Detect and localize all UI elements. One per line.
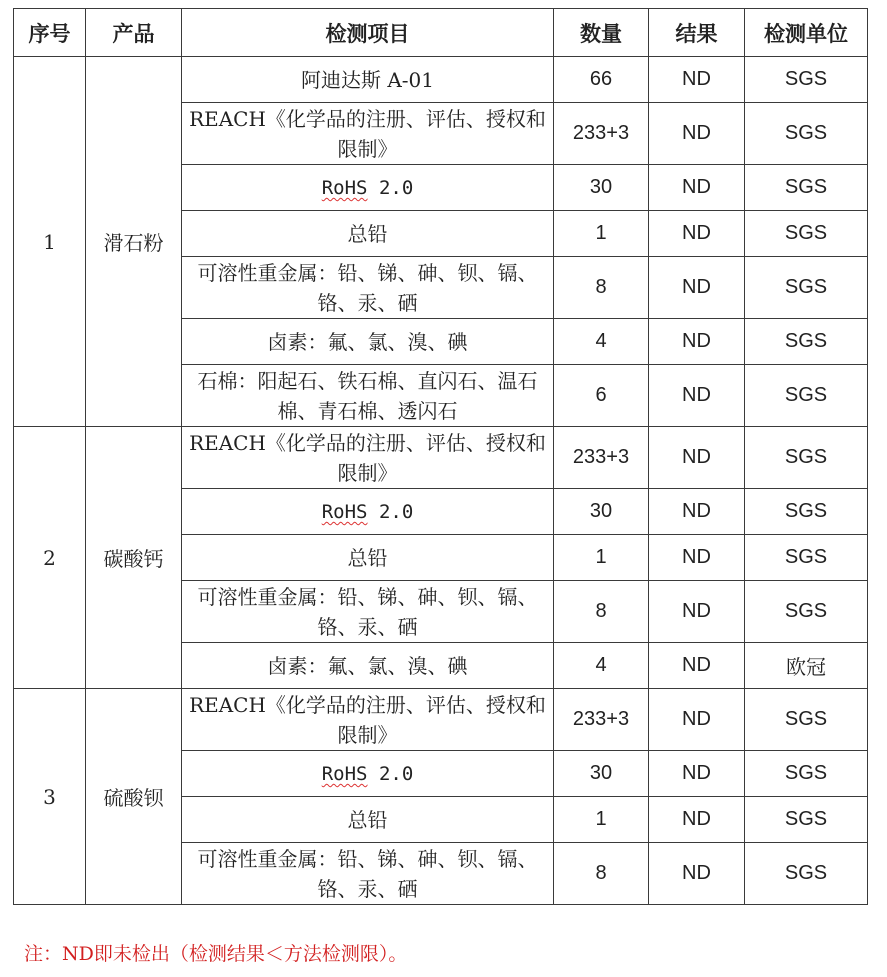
test-lab: SGS — [745, 103, 868, 165]
test-count: 1 — [554, 211, 649, 257]
header-count: 数量 — [554, 9, 649, 57]
test-result: ND — [649, 843, 745, 905]
table-body — [14, 57, 868, 905]
test-lab: SGS — [745, 843, 868, 905]
test-lab: SGS — [745, 689, 868, 751]
test-result: ND — [649, 103, 745, 165]
header-index: 序号 — [14, 9, 86, 57]
product-name: 滑石粉 — [86, 57, 182, 427]
test-lab: SGS — [745, 535, 868, 581]
product-name: 硫酸钡 — [86, 689, 182, 905]
test-count: 8 — [554, 257, 649, 319]
test-lab: SGS — [745, 165, 868, 211]
row-index: 1 — [14, 57, 86, 427]
rohs-label: RoHS 2.0 — [321, 501, 414, 523]
test-report-table — [13, 8, 868, 905]
test-count: 4 — [554, 319, 649, 365]
test-item: REACH《化学品的注册、评估、授权和限制》 — [182, 427, 554, 489]
test-count: 66 — [554, 57, 649, 103]
test-result: ND — [649, 751, 745, 797]
test-result: ND — [649, 165, 745, 211]
test-count: 30 — [554, 489, 649, 535]
test-count: 30 — [554, 165, 649, 211]
test-result: ND — [649, 427, 745, 489]
test-item: 可溶性重金属：铅、锑、砷、钡、镉、铬、汞、硒 — [182, 581, 554, 643]
test-item: REACH《化学品的注册、评估、授权和限制》 — [182, 103, 554, 165]
test-result: ND — [649, 581, 745, 643]
footnote: 注：ND即未检出（检测结果＜方法检测限）。 — [24, 943, 408, 965]
test-count: 1 — [554, 797, 649, 843]
test-result: ND — [649, 57, 745, 103]
rohs-label: RoHS 2.0 — [321, 763, 414, 785]
test-count: 1 — [554, 535, 649, 581]
test-item — [182, 751, 554, 797]
test-count: 4 — [554, 643, 649, 689]
header-lab: 检测单位 — [745, 9, 868, 57]
test-result: ND — [649, 535, 745, 581]
test-result: ND — [649, 365, 745, 427]
test-lab: SGS — [745, 365, 868, 427]
header-result: 结果 — [649, 9, 745, 57]
header-product: 产品 — [86, 9, 182, 57]
test-item — [182, 165, 554, 211]
test-count: 30 — [554, 751, 649, 797]
test-count: 233+3 — [554, 103, 649, 165]
test-result: ND — [649, 489, 745, 535]
test-result: ND — [649, 797, 745, 843]
test-item — [182, 489, 554, 535]
test-item: 总铅 — [182, 797, 554, 843]
table-row — [14, 427, 868, 489]
test-result: ND — [649, 211, 745, 257]
test-item: 总铅 — [182, 211, 554, 257]
test-lab: SGS — [745, 489, 868, 535]
product-name: 碳酸钙 — [86, 427, 182, 689]
test-item: 卤素：氟、氯、溴、碘 — [182, 643, 554, 689]
test-lab: SGS — [745, 797, 868, 843]
test-lab: SGS — [745, 211, 868, 257]
test-lab: SGS — [745, 319, 868, 365]
test-count: 233+3 — [554, 427, 649, 489]
test-count: 6 — [554, 365, 649, 427]
test-lab: SGS — [745, 751, 868, 797]
test-lab: SGS — [745, 257, 868, 319]
header-row — [14, 9, 868, 57]
test-item: REACH《化学品的注册、评估、授权和限制》 — [182, 689, 554, 751]
test-lab: SGS — [745, 581, 868, 643]
test-result: ND — [649, 643, 745, 689]
test-count: 8 — [554, 843, 649, 905]
test-item: 石棉：阳起石、铁石棉、直闪石、温石棉、青石棉、透闪石 — [182, 365, 554, 427]
test-result: ND — [649, 689, 745, 751]
rohs-label: RoHS 2.0 — [321, 177, 414, 199]
test-lab: SGS — [745, 427, 868, 489]
test-item: 卤素：氟、氯、溴、碘 — [182, 319, 554, 365]
test-lab: SGS — [745, 57, 868, 103]
test-item: 可溶性重金属：铅、锑、砷、钡、镉、铬、汞、硒 — [182, 843, 554, 905]
test-item: 阿迪达斯 A-01 — [182, 57, 554, 103]
row-index: 2 — [14, 427, 86, 689]
table-row — [14, 57, 868, 103]
test-count: 8 — [554, 581, 649, 643]
test-item: 可溶性重金属：铅、锑、砷、钡、镉、铬、汞、硒 — [182, 257, 554, 319]
row-index: 3 — [14, 689, 86, 905]
test-result: ND — [649, 257, 745, 319]
header-test-item: 检测项目 — [182, 9, 554, 57]
test-item: 总铅 — [182, 535, 554, 581]
test-count: 233+3 — [554, 689, 649, 751]
test-result: ND — [649, 319, 745, 365]
test-lab: 欧冠 — [745, 643, 868, 689]
table-row — [14, 689, 868, 751]
